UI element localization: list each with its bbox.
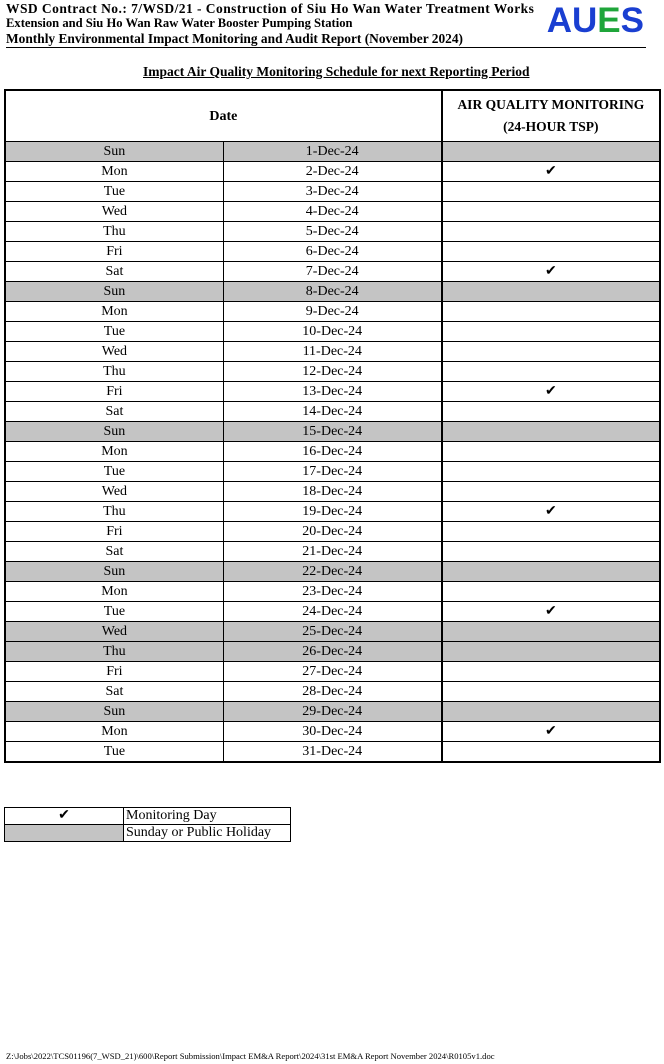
row-date: 20-Dec-24 [223, 522, 441, 542]
row-day: Fri [5, 242, 223, 262]
row-aq-monitoring [442, 362, 660, 382]
row-date: 8-Dec-24 [223, 282, 441, 302]
row-date: 10-Dec-24 [223, 322, 441, 342]
schedule-body [5, 142, 660, 763]
row-date: 4-Dec-24 [223, 202, 441, 222]
checkmark-icon: ✔ [544, 384, 557, 399]
row-date: 24-Dec-24 [223, 602, 441, 622]
row-date: 29-Dec-24 [223, 702, 441, 722]
aq-column-header [442, 90, 660, 142]
row-day: Wed [5, 342, 223, 362]
row-date: 16-Dec-24 [223, 442, 441, 462]
schedule-row [5, 702, 660, 722]
row-date: 5-Dec-24 [223, 222, 441, 242]
schedule-row [5, 282, 660, 302]
row-date: 28-Dec-24 [223, 682, 441, 702]
row-day: Tue [5, 602, 223, 622]
schedule-row [5, 362, 660, 382]
row-aq-monitoring [442, 582, 660, 602]
schedule-row [5, 162, 660, 182]
row-day: Sat [5, 262, 223, 282]
row-aq-monitoring [442, 202, 660, 222]
row-day: Sat [5, 682, 223, 702]
schedule-row [5, 562, 660, 582]
schedule-row [5, 642, 660, 662]
checkmark-icon: ✔ [58, 808, 70, 823]
row-day: Thu [5, 222, 223, 242]
schedule-row [5, 382, 660, 402]
aues-logo: AUES [546, 1, 644, 40]
row-day: Tue [5, 462, 223, 482]
row-aq-monitoring [442, 642, 660, 662]
row-date: 25-Dec-24 [223, 622, 441, 642]
row-aq-monitoring [442, 302, 660, 322]
row-aq-monitoring [442, 702, 660, 722]
row-day: Tue [5, 322, 223, 342]
schedule-title: Impact Air Quality Monitoring Schedule for next Reporting Period [143, 64, 530, 79]
schedule-row [5, 402, 660, 422]
legend-row-holiday [5, 825, 291, 842]
row-day: Fri [5, 522, 223, 542]
row-day: Sun [5, 282, 223, 302]
file-path-footer: Z:\Jobs\2022\TCS01196(7_WSD_21)\600\Report Submission\Impact EM&A Report\2024\31st EM&A Report November 2024\R0105v1.doc [6, 1051, 495, 1061]
schedule-row [5, 182, 660, 202]
row-aq-monitoring [442, 342, 660, 362]
legend-row-monitoring [5, 808, 291, 825]
schedule-row [5, 202, 660, 222]
row-aq-monitoring [442, 402, 660, 422]
row-aq-monitoring [442, 422, 660, 442]
row-day: Sat [5, 402, 223, 422]
row-date: 23-Dec-24 [223, 582, 441, 602]
row-day: Sun [5, 562, 223, 582]
row-date: 27-Dec-24 [223, 662, 441, 682]
schedule-row [5, 442, 660, 462]
schedule-row [5, 302, 660, 322]
row-day: Sun [5, 142, 223, 162]
checkmark-icon: ✔ [544, 504, 557, 519]
header-project-line: Extension and Siu Ho Wan Raw Water Booster Pumping Station [6, 16, 353, 30]
row-date: 26-Dec-24 [223, 642, 441, 662]
row-aq-monitoring [442, 482, 660, 502]
row-aq-monitoring [442, 602, 660, 622]
row-date: 7-Dec-24 [223, 262, 441, 282]
schedule-row [5, 602, 660, 622]
schedule-row [5, 142, 660, 162]
row-day: Mon [5, 162, 223, 182]
row-aq-monitoring [442, 242, 660, 262]
schedule-row [5, 622, 660, 642]
schedule-row [5, 522, 660, 542]
row-day: Sun [5, 422, 223, 442]
row-date: 19-Dec-24 [223, 502, 441, 522]
checkmark-icon: ✔ [544, 264, 557, 279]
schedule-row [5, 462, 660, 482]
row-day: Thu [5, 362, 223, 382]
row-day: Mon [5, 582, 223, 602]
schedule-row [5, 722, 660, 742]
row-date: 17-Dec-24 [223, 462, 441, 482]
row-date: 2-Dec-24 [223, 162, 441, 182]
row-day: Wed [5, 622, 223, 642]
legend-tick-swatch [5, 808, 124, 825]
schedule-row [5, 582, 660, 602]
row-day: Wed [5, 202, 223, 222]
row-date: 3-Dec-24 [223, 182, 441, 202]
row-aq-monitoring [442, 382, 660, 402]
row-aq-monitoring [442, 162, 660, 182]
row-aq-monitoring [442, 222, 660, 242]
schedule-row [5, 242, 660, 262]
checkmark-icon: ✔ [544, 724, 557, 739]
row-aq-monitoring [442, 662, 660, 682]
report-header [6, 1, 646, 48]
row-day: Tue [5, 742, 223, 763]
row-day: Tue [5, 182, 223, 202]
row-aq-monitoring [442, 722, 660, 742]
legend-shade-swatch [5, 825, 124, 842]
row-aq-monitoring [442, 622, 660, 642]
checkmark-icon: ✔ [544, 164, 557, 179]
row-date: 6-Dec-24 [223, 242, 441, 262]
legend-table [4, 807, 291, 842]
row-aq-monitoring [442, 462, 660, 482]
row-date: 15-Dec-24 [223, 422, 441, 442]
schedule-row [5, 682, 660, 702]
row-day: Mon [5, 302, 223, 322]
header-report-line: Monthly Environmental Impact Monitoring and Audit Report (November 2024) [6, 31, 464, 46]
row-aq-monitoring [442, 282, 660, 302]
schedule-row [5, 502, 660, 522]
row-date: 22-Dec-24 [223, 562, 441, 582]
row-day: Thu [5, 502, 223, 522]
aq-header-title: AIR QUALITY MONITORING [457, 97, 645, 112]
row-date: 21-Dec-24 [223, 542, 441, 562]
aq-header-subtitle: (24-HOUR TSP) [503, 119, 599, 134]
schedule-row [5, 542, 660, 562]
schedule-row [5, 322, 660, 342]
row-aq-monitoring [442, 502, 660, 522]
row-aq-monitoring [442, 542, 660, 562]
row-day: Fri [5, 382, 223, 402]
row-day: Wed [5, 482, 223, 502]
row-date: 31-Dec-24 [223, 742, 441, 763]
row-aq-monitoring [442, 562, 660, 582]
row-date: 14-Dec-24 [223, 402, 441, 422]
row-aq-monitoring [442, 442, 660, 462]
schedule-row [5, 662, 660, 682]
row-date: 30-Dec-24 [223, 722, 441, 742]
schedule-table [4, 89, 661, 763]
date-column-header: Date [5, 90, 442, 142]
row-day: Fri [5, 662, 223, 682]
row-date: 9-Dec-24 [223, 302, 441, 322]
schedule-row [5, 262, 660, 282]
row-day: Sat [5, 542, 223, 562]
schedule-row [5, 422, 660, 442]
schedule-row [5, 482, 660, 502]
legend-monitoring-label: Monitoring Day [124, 808, 291, 825]
row-day: Thu [5, 642, 223, 662]
legend-holiday-label: Sunday or Public Holiday [124, 825, 291, 842]
row-aq-monitoring [442, 322, 660, 342]
schedule-row [5, 742, 660, 763]
row-aq-monitoring [442, 262, 660, 282]
row-aq-monitoring [442, 182, 660, 202]
header-contract-line: WSD Contract No.: 7/WSD/21 - Construction of Siu Ho Wan Water Treatment Works [6, 1, 535, 16]
row-aq-monitoring [442, 522, 660, 542]
row-day: Mon [5, 442, 223, 462]
row-date: 11-Dec-24 [223, 342, 441, 362]
row-aq-monitoring [442, 142, 660, 162]
row-date: 13-Dec-24 [223, 382, 441, 402]
row-date: 18-Dec-24 [223, 482, 441, 502]
schedule-header-row [5, 90, 660, 142]
row-aq-monitoring [442, 682, 660, 702]
row-date: 12-Dec-24 [223, 362, 441, 382]
row-day: Mon [5, 722, 223, 742]
checkmark-icon: ✔ [544, 604, 557, 619]
schedule-row [5, 222, 660, 242]
row-date: 1-Dec-24 [223, 142, 441, 162]
schedule-row [5, 342, 660, 362]
row-day: Sun [5, 702, 223, 722]
row-aq-monitoring [442, 742, 660, 763]
